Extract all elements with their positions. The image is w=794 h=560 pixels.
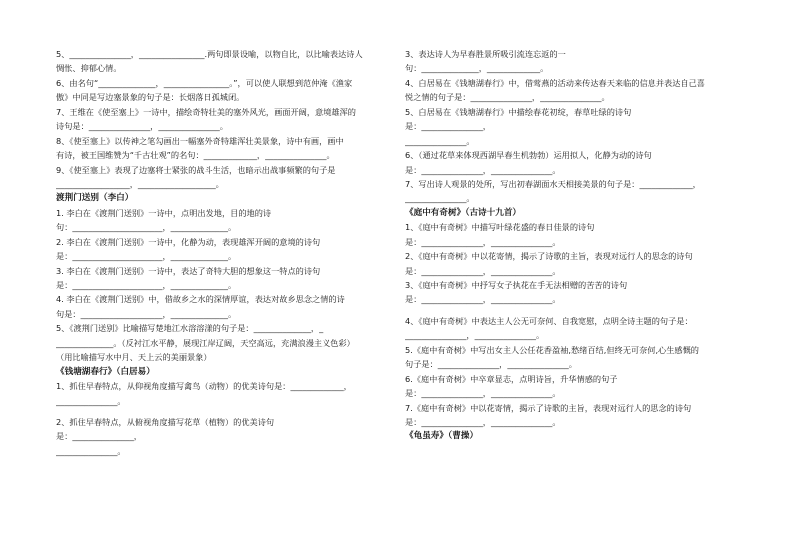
text-line: 6、（通过花草来体现西湖早春生机勃勃）运用拟人，化静为动的诗句: [405, 150, 652, 161]
text-line: 句子是：_______________，_______________。: [405, 359, 577, 370]
text-line: 6.《庭中有奇树》中卒章显志，点明诗旨，升华情感的句子: [405, 373, 618, 384]
right-column: [405, 47, 751, 444]
section-heading: 《庭中有奇树》（古诗十九首）: [405, 207, 522, 218]
text-line: 诗句是：_______________，_______________。: [56, 121, 228, 132]
text-line: 1、抓住早春特点，从仰视角度描写禽鸟（动物）的优美诗句是：_____________，: [56, 381, 352, 392]
text-line: 是：_______________，_______________。: [405, 388, 561, 399]
text-line: 3. 李白在《渡荆门送别》一诗中，表达了奇特大胆的想象这一特点的诗句: [56, 265, 321, 276]
text-line: 4、白居易在《钱塘湖春行》中，借莺燕的活动来传达春天来临的信息并表达自己喜: [405, 77, 705, 88]
text-line: 7.《庭中有奇树》中以花寄情，揭示了诗歌的主旨，表现对远行人的思念的诗句: [405, 402, 692, 413]
text-line: 有诗，被王国维赞为“千古壮观”的名句：_____________，_______________。: [56, 150, 335, 161]
text-line: 1、《庭中有奇树》中描写叶绿花盛的春日佳景的诗句: [405, 222, 595, 233]
blank-line: [405, 307, 751, 314]
text-line: 惆怅、抑郁心情。: [56, 63, 122, 74]
text-line: 是：_______________，: [56, 431, 142, 442]
text-line: 3、表达诗人为早春胜景所吸引流连忘返的一: [405, 49, 566, 59]
text-line: 7、写出诗人观景的处所，写出初春湖面水天相接美景的句子是：_____________，: [405, 178, 701, 189]
text-line: （用比喻描写水中月、天上云的美丽景象）: [56, 352, 212, 363]
text-line: 是：_______________，_______________。: [405, 236, 561, 247]
blank-line: [56, 408, 394, 415]
text-line: 7、王维在《使至塞上》一诗中，描绘奇特壮美的塞外风光，画面开阔，意境雄浑的: [56, 106, 356, 117]
text-line: 2、抓住早春特点，从俯视角度描写花草（植物）的优美诗句: [56, 416, 275, 427]
text-line: 是：______________________，______________。: [56, 280, 237, 290]
text-line: 是：_______________，_______________。: [405, 265, 561, 276]
text-line: 是：_______________，_______________。: [405, 416, 561, 427]
text-line: 3、《庭中有奇树》中抒写女子执花在手无法相赠的苦苦的诗句: [405, 280, 628, 290]
text-line: 是：_______________，: [405, 121, 491, 132]
text-line: 4. 李白在《渡荆门送别》中，借故乡之水的深情厚谊，表达对故乡思念之情的诗: [56, 294, 345, 305]
text-line: 句是：____________________，______________。: [56, 308, 237, 319]
text-line: 傲》中同是写边塞景象的句子是：长烟落日孤城闭。: [56, 92, 245, 103]
left-column: [56, 47, 394, 458]
text-line: 5、《渡荆门送别》比喻描写楚地江水溶溶漾的句子是：______________，_: [56, 323, 324, 334]
text-line: _______________。: [405, 135, 475, 146]
text-line: 9、《使至塞上》表现了边塞将士紧张的战斗生活，也暗示出战事频繁的句子是: [56, 164, 336, 175]
text-line: _______________，_______________。: [405, 330, 545, 341]
text-line: 悦之情的句子是：_______________，_______________。: [405, 92, 610, 103]
text-line: 2. 李白在《渡荆门送别》一诗中，化静为动，表现雄浑开阔的意境的诗句: [56, 236, 321, 247]
text-line: _______________。: [56, 395, 126, 406]
text-line: 5.《庭中有奇树》中写出女主人公任花香盈袖,愁绪百结,但终无可奈何,心生感慨的: [405, 344, 699, 355]
section-heading: 渡荆门送别（李白）: [56, 193, 134, 204]
text-line: _______________。: [56, 445, 126, 456]
text-line: 是：_______________，_______________。: [405, 294, 561, 305]
section-heading: 《钱塘湖春行》（白居易）: [56, 366, 155, 377]
text-line: 句：______________，_____________。: [405, 63, 549, 74]
text-line: 4、《庭中有奇树》中表达主人公无可奈何、自我宽慰，点明全诗主题的句子是：: [405, 315, 693, 326]
text-line: 6、由名句“______________，________________。”，可以使人联想到范仲淹《渔家: [56, 77, 353, 88]
text-line: 8、《使至塞上》以传神之笔勾画出一幅塞外奇特雄浑壮美景象，诗中有画，画中: [56, 135, 344, 146]
text-line: 5、白居易在《钱塘湖春行》中描绘春花初绽，春草吐绿的诗句: [405, 106, 632, 117]
text-line: 1. 李白在《渡荆门送别》一诗中，点明出发地，目的地的诗: [56, 207, 272, 218]
text-line: 2、《庭中有奇树》中以花寄情，揭示了诗歌的主旨，表现对远行人的思念的诗句: [405, 251, 693, 262]
text-line: 5、_______________，________________.两句即景设喻，以物自比，以比喻表达诗人: [56, 49, 363, 59]
text-line: __________________，___________________。: [56, 178, 224, 189]
section-heading: 《龟虽寿》（曹操）: [405, 431, 479, 442]
text-line: 是：_______________，_______________。: [405, 164, 561, 175]
text-line: _______________。: [405, 193, 475, 204]
text-line: 句：______________________，______________。: [56, 222, 237, 233]
text-line: ______________。（反衬江水平静，展现江岸辽阔，天空高远，充满浪漫主义色彩）: [56, 337, 355, 348]
text-line: 是：______________________，______________。: [56, 251, 237, 262]
